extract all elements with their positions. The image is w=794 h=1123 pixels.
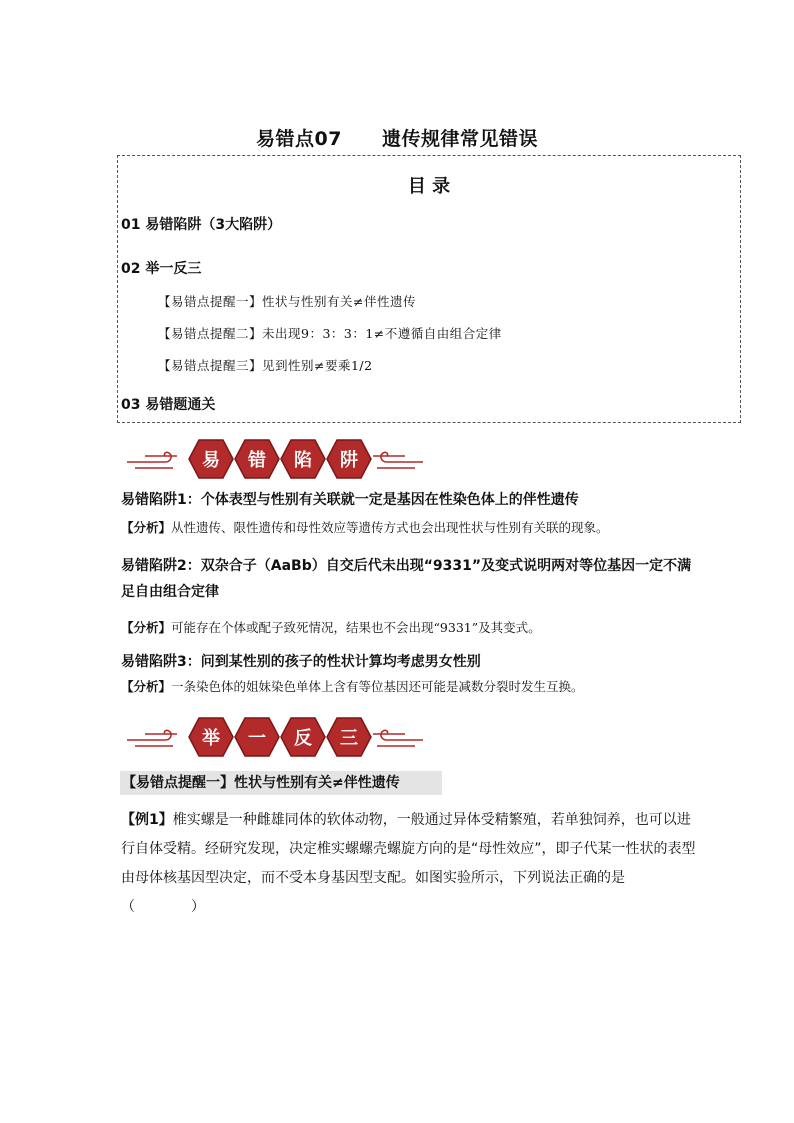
trap-3-analysis [121,678,701,696]
banner-char-4: 三 [340,728,358,749]
analysis-text: 从性遗传、限性遗传和母性效应等遗传方式也会出现性状与性别有关联的现象。 [171,520,609,535]
toc-item-2: 【易错点提醒二】未出现9：3：3：1≠不遵循自由组合定律 [158,326,502,341]
trap-3-heading: 易错陷阱3：问到某性别的孩子的性状计算均考虑男女性别 [121,654,481,670]
banner-char-2: 错 [248,450,266,471]
banner-char-2: 一 [248,728,266,749]
reminder-1-heading: 【易错点提醒一】性状与性别有关≠伴性遗传 [120,771,442,795]
banner-swirl-left-icon [127,452,177,468]
banner-char-4: 阱 [340,450,358,471]
banner-swirl-right-icon [373,452,423,468]
title-code: 易错点07 [256,128,342,150]
analysis-label: 【分析】 [121,620,172,635]
analysis-label: 【分析】 [121,520,172,535]
toc-item-3: 【易错点提醒三】见到性别≠要乘1/2 [158,358,373,373]
toc-section-1: 01 易错陷阱（3大陷阱） [121,217,282,233]
document-title [0,124,794,151]
analysis-text: 一条染色体的姐妹染色单体上含有等位基因还可能是减数分裂时发生互换。 [171,679,584,694]
banner-swirl-right-icon [373,730,423,746]
trap-1-heading: 易错陷阱1：个体表型与性别有关联就一定是基因在性染色体上的伴性遗传 [121,492,579,508]
banner-char-1: 举 [202,728,220,749]
banner-char-3: 陷 [294,450,312,471]
toc-section-3: 03 易错题通关 [121,397,216,413]
toc-item-1: 【易错点提醒一】性状与性别有关≠伴性遗传 [158,294,416,309]
section-banner-examples [125,710,425,764]
analysis-text: 可能存在个体或配子致死情况，结果也不会出现“9331”及其变式。 [171,620,541,635]
toc-section-2: 02 举一反三 [121,261,202,277]
banner-swirl-left-icon [127,730,177,746]
example-label: 【例1】 [121,812,173,828]
example-1 [121,806,701,922]
banner-char-3: 反 [294,728,312,749]
section-banner-traps [125,432,425,486]
toc-heading: 目 录 [407,176,451,197]
trap-2-analysis [121,619,701,637]
trap-2-heading: 易错陷阱2：双杂合子（AaBb）自交后代未出现“9331”及变式说明两对等位基因一定不满足自由组合定律 [121,558,692,600]
title-text: 遗传规律常见错误 [381,128,538,150]
banner-char-1: 易 [202,450,220,471]
analysis-label: 【分析】 [121,679,172,694]
example-text: 椎实螺是一种雌雄同体的软体动物，一般通过异体受精繁殖，若单独饲养，也可以进行自体受精。经研究发现，决定椎实螺螺壳螺旋方向的是“母性效应”，即子代某一性状的表型由母体核基因型决定，而不受本身基因型支配。如图实验所示，下列说法正确的是（ ） [121,812,696,915]
trap-1-analysis [121,519,701,537]
table-of-contents [117,155,741,423]
